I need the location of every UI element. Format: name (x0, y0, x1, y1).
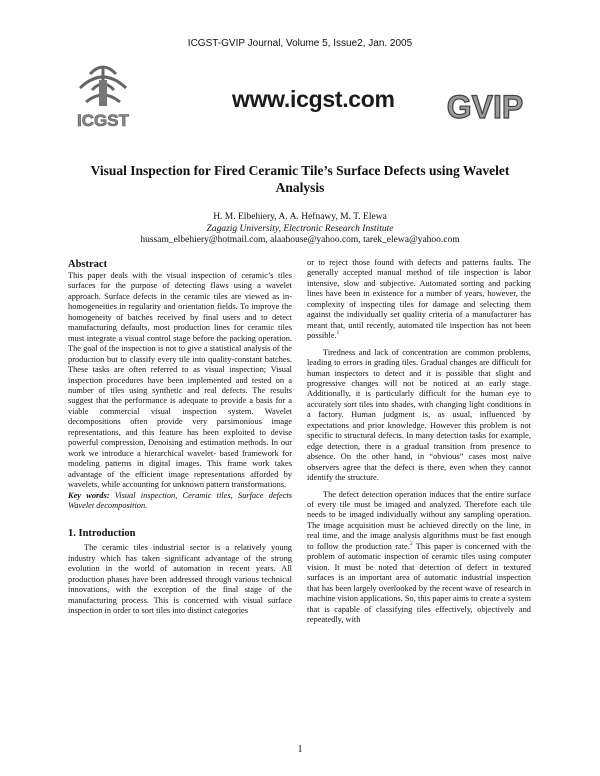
intro-paragraph-2: Tiredness and lack of concentration are common problems, leading to errors in grading tiles. Gradual changes are difficult for human inspectors to detect and it is possible that slight and progressive changes will not be noticed at an early stage. Additionally, it is particularly difficult for the human eye to accurately sort tiles into shades, with changing light conditions in a factory. Human judgment is, as usual, influenced by expectations and prior knowledge. However this problem is not specific to structural defects. In many detection tasks for example, edge detection, there is a gradual transition from presence to absence. On the other hand, in “obvious” cases most naïve observers agree that the defect is there, even when they cannot identify the structure. (307, 347, 531, 483)
affiliation: Zagazig University, Electronic Research Institute (206, 223, 394, 234)
icgst-logo (68, 62, 138, 134)
emails: hussam_elbehiery@hotmail.com, alaahouse@yahoo.com, tarek_elewa@yahoo.com (140, 235, 460, 245)
journal-header: ICGST-GVIP Journal, Volume 5, Issue2, Jan. 2005 (187, 38, 413, 49)
abstract-text: This paper deals with the visual inspection of ceramic’s tiles surfaces for the purpose of detecting flaws using a wavelet approach. Surface defects in the ceramic tiles are viewed as in-homogeneities in regularity and orientation fields. To improve the homogeneity of batches received by final users and to detect manufacturing defaults, most production lines for ceramic tiles must integrate a visual control stage before the packing operation. The goal of the inspection is not to give a statistical analysis of the production but to classify every tile into quality-constant batches. These tasks are often referred to as visual inspection; Visual inspection procedures have been implemented and tested on a number of tiles using synthetic and real defects. The results suggest that the performance is adequate to provide a basis for a viable commercial visual inspection system. Wavelet decompositions often provide very parsimonious image representations, and this feature has been exploited to devise powerful compression, Denoising and estimation methods. In our work we introduce a hierarchical wavelet- based framework for modeling patterns in digital images. This frame work takes advantage of the efficient image representations afforded by wavelets, while accounting for unknown pattern transformations. (68, 271, 292, 490)
keywords (68, 491, 292, 512)
intro-heading: 1. Introduction (68, 528, 136, 540)
intro-paragraph-1 (68, 543, 292, 616)
authors: H. M. Elbehiery, A. A. Hefnawy, M. T. Elewa (213, 212, 387, 222)
intro-p3-part-b: This paper is concerned with the problem of automatic inspection of ceramic tiles using computer vision. It must be noted that detection of defect in textured surfaces is an important area of automatic industrial inspection that has been largely overlooked by the recent wave of research in machine vision applications. So, this paper aims to create a system that is capable of classifying tiles effectively, objectively and repeatedly, with (307, 541, 531, 624)
logo-text: ICGST (77, 111, 129, 130)
left-column (68, 258, 292, 617)
intro-p1-continued: or to reject those found with defects and patterns faults. The generally accepted manual method of tile inspection is labor intensive, slow and subjective. Automated sorting and packing lines have been in existence for a number of years, however, the complexity of inspecting tiles for damage and selecting them against the individually set quality criteria of a manufacturer has meant that, until recently, automated tile inspection has not been possible. (307, 258, 531, 341)
paper-title: Visual Inspection for Fired Ceramic Tile’s Surface Defects using Wavelet Analysis (90, 163, 510, 195)
intro-paragraph-3 (307, 490, 531, 626)
abstract-heading: Abstract (68, 259, 108, 270)
gvip-logo (430, 88, 540, 124)
right-column (307, 258, 531, 625)
page-number: 1 (297, 744, 303, 755)
keywords-label: Key words: (68, 490, 110, 500)
site-url[interactable]: www.icgst.com (232, 86, 395, 112)
ref-1: 1 (336, 330, 340, 337)
intro-p1-text: The ceramic tiles industrial sector is a relatively young industry which has taken significant advantage of the strong evolution in the world of automation in recent years. All production phases have been addressed through various technical innovations, with the exception of the final stage of the manufacturing process. This is concerned with visual surface inspection in order to sort tiles into distinct categories (68, 543, 292, 616)
intro-p3-part-a: The defect detection operation induces that the entire surface of every tile must be imaged and analyzed. Therefore each tile needs to be imaged individually without any sampling operation. The image acquisition must be achieved directly on the line, in real time, and the image analysis algorithms must be fast enough to follow the production rate. (307, 489, 531, 551)
intro-paragraph-1-cont (307, 258, 531, 342)
gvip-logo-text: GVIP (446, 89, 524, 124)
author-block (0, 212, 600, 247)
ref-2: 2 (409, 540, 413, 547)
keywords-text: Visual inspection, Ceramic tiles, Surface defects Wavelet decomposition. (68, 490, 293, 510)
